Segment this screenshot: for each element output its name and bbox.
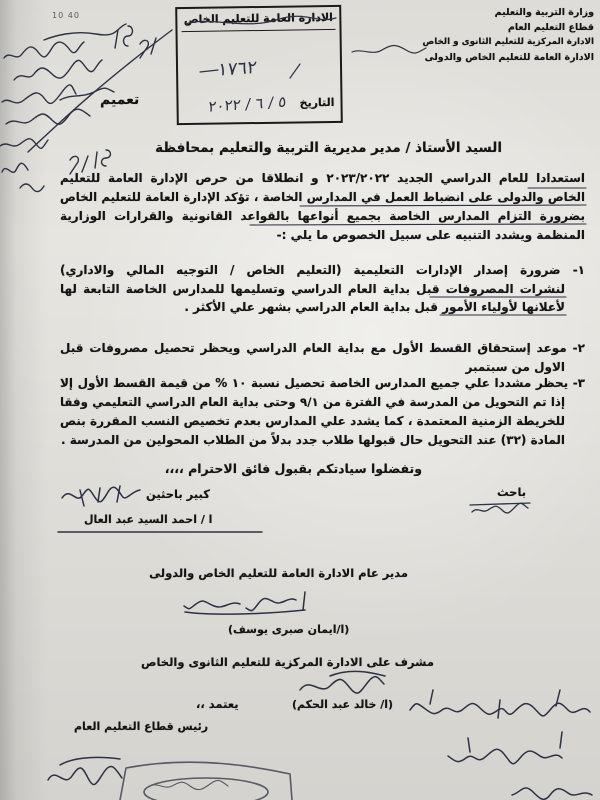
handwritten-note-top-left xyxy=(0,24,172,192)
intro-line: استعدادا للعام الدراسي الجديد ٢٠٢٣/٢٠٢٢ و انطلاقا من حرص الإدارة العامة للتعليم xyxy=(60,171,585,185)
item-number: ١- xyxy=(572,263,585,277)
item-text: موعد إستحقاق القسط الأول مع بداية العام الدراسي ويحظر تحصيل مصروفات قبل xyxy=(60,341,567,355)
general-director-title: مدير عام الادارة العامة للتعليم الخاص والدولى xyxy=(149,566,408,580)
reference-number: ١٧٦٢ xyxy=(217,57,258,81)
list-item-line: المادة (٣٢) عند التحويل حال قبولها طلاب جدد بدلاً من الطلاب المحولين من المدرسة . xyxy=(61,433,565,447)
letterhead-central-admin: الادارة المركزية للتعليم الثانوى و الخاص xyxy=(422,37,594,47)
sector-head-title: رئيس قطاع التعليم العام xyxy=(74,720,209,733)
item-number: ٢- xyxy=(572,341,585,355)
intro-line: بضرورة التزام المدارس الخاصة بجميع أنواعها بالقواعد القانونية والقرارات الوزارية xyxy=(60,209,585,223)
approval-label: يعتمد ،، xyxy=(196,697,239,711)
list-item-line: إذا تم التحويل من المدرسة في الفترة من ٩/١ وحتى بداية العام الدراسي التعليمي وفقا xyxy=(60,395,565,409)
letterhead-sector: قطاع التعليم العام xyxy=(507,22,594,33)
signature-sector-head xyxy=(48,757,122,784)
senior-researcher-name: ا / احمد السيد عبد العال xyxy=(84,513,213,526)
item-text: ضرورة إصدار الإدارات التعليمية (التعليم الخاص / التوجيه المالي والاداري) xyxy=(60,263,561,277)
researcher-title: باحث xyxy=(497,485,527,499)
item-text: يحظر مشددا علي جميع المدارس الخاصة تحصيل نسبة ١٠ % من قيمة القسط الأول إلا xyxy=(60,376,569,390)
list-item-line: الاول من سبتمبر xyxy=(465,360,565,374)
signature-general-director xyxy=(184,592,305,614)
list-item-line: لنشرات المصروفات قبل بداية العام الدراسي وتسليمها للمدارس الخاصة التابعة لها xyxy=(60,282,565,296)
list-item-line xyxy=(60,339,585,357)
list-item-line: للخريطة الزمنية المعتمدة ، كما يشدد علي المدارس بعدم تخصيص النسب المقررة بنص xyxy=(60,414,565,428)
letterhead-general-admin: الادارة العامة للتعليم الخاص والدولى xyxy=(424,52,594,63)
fax-time: 10 40 xyxy=(52,11,80,20)
reference-date: ٥ / ٦ / ٢٠٢٢ xyxy=(208,92,288,116)
handwritten-note-bottom-right xyxy=(410,690,592,799)
general-director-name: (ا/ايمان صبرى يوسف) xyxy=(228,623,350,636)
senior-researcher-title: كبير باحثين xyxy=(146,487,210,501)
reference-box xyxy=(175,5,343,125)
list-item-line xyxy=(60,374,585,392)
central-supervisor-title: مشرف على الادارة المركزية للتعليم الثانوى والخاص xyxy=(141,655,434,669)
letterhead xyxy=(422,5,594,65)
item-number: ٣- xyxy=(572,376,585,390)
office-stamp xyxy=(120,762,292,800)
signature-researcher xyxy=(470,503,530,513)
central-supervisor-name: (ا/ خالد عبد الحكم) xyxy=(292,698,394,711)
list-item-line xyxy=(60,261,585,279)
closing-salutation: وتفضلوا سيادتكم بقبول فائق الاحترام ،،،، xyxy=(164,461,422,476)
reference-date-label: التاريخ xyxy=(299,95,335,110)
addressee: السيد الأستاذ / مدير مديرية التربية والتعليم بمحافظة xyxy=(155,140,502,156)
letterhead-ministry: وزارة التربية والتعليم xyxy=(494,7,594,18)
circular-label: تعميم xyxy=(100,92,140,108)
signature-central-supervisor xyxy=(300,671,385,693)
intro-line: الخاص والدولى على انضباط العمل في المدارس الخاصة ، تؤكد الإدارة العامة للتعليم الخاص xyxy=(60,190,585,204)
reference-box-title: الادارة العامة للتعليم الخاص xyxy=(181,11,335,32)
intro-line: المنظمة ويشدد التنبيه على سبيل الخصوص ما يلي :- xyxy=(276,228,585,242)
list-item-line: لأعلانها لأولياء الأمور قبل بداية العام الدراسي بشهر علي الأكثر . xyxy=(184,300,565,314)
